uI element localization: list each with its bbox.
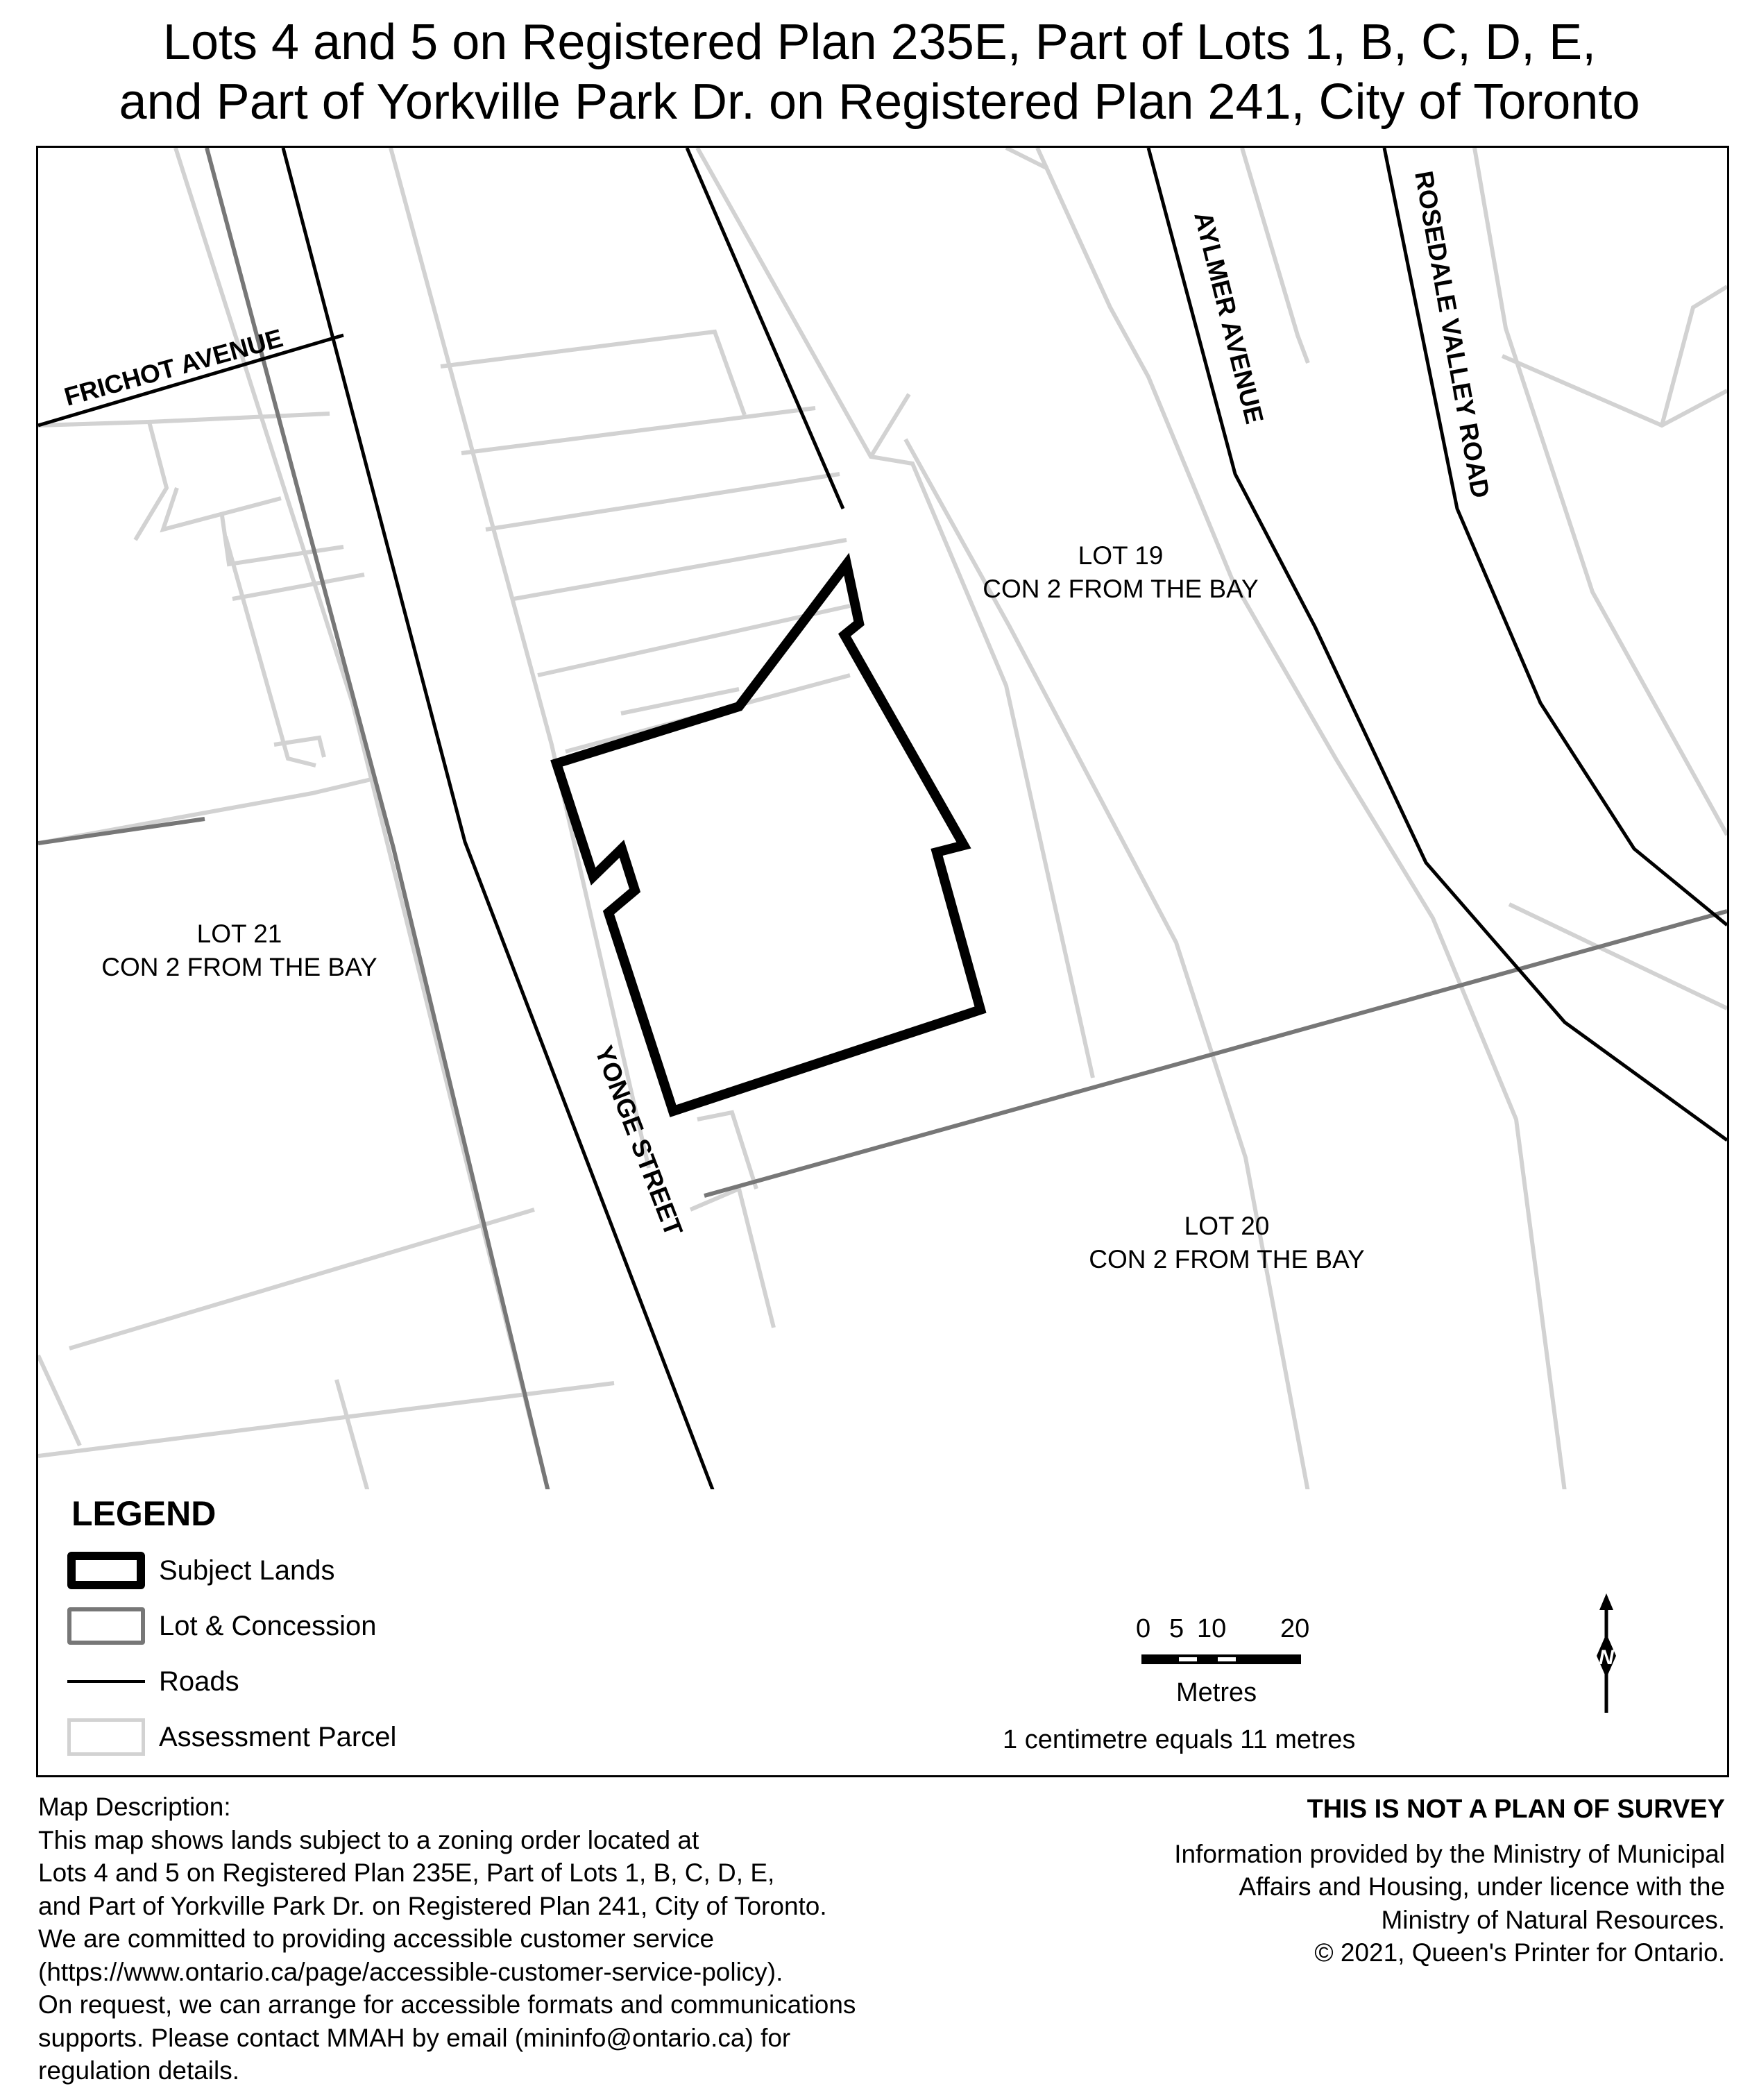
north-arrow-label: N: [1599, 1646, 1614, 1669]
north-arrow-icon: [1586, 1593, 1627, 1722]
parcel-line: [697, 1112, 756, 1189]
legend-item-assessment-parcel: [67, 1713, 396, 1761]
map-title: [0, 12, 1759, 132]
scale-tick-label: 0: [1136, 1614, 1151, 1643]
description-line: and Part of Yorkville Park Dr. on Registered Plan 241, City of Toronto.: [38, 1891, 827, 1920]
legend-label: Subject Lands: [159, 1555, 335, 1586]
roads: [38, 148, 1727, 1491]
description-line: This map shows lands subject to a zoning order located at: [38, 1825, 699, 1854]
road-line: [687, 148, 843, 509]
parcel-line: [1475, 148, 1727, 835]
parcel-line: [69, 1210, 534, 1348]
description-line: supports. Please contact MMAH by email (mininfo@ontario.ca) for: [38, 2023, 791, 2052]
legend-title: LEGEND: [71, 1494, 216, 1533]
assessment-parcel-swatch-icon: [67, 1718, 145, 1756]
scale-tick-label: 20: [1280, 1614, 1310, 1643]
description-line: Lots 4 and 5 on Registered Plan 235E, Part of Lots 1, B, C, D, E,: [38, 1858, 775, 1887]
map-title-line-1: Lots 4 and 5 on Registered Plan 235E, Part of Lots 1, B, C, D, E,: [162, 15, 1597, 70]
frichot-avenue-label: FRICHOT AVENUE: [61, 323, 287, 412]
lot-21-label: LOT 21: [196, 920, 282, 948]
parcel-line: [1242, 148, 1308, 363]
legend-label: Lot & Concession: [159, 1610, 377, 1641]
parcel-line: [461, 408, 815, 453]
map-svg: [38, 148, 1727, 1491]
lot-19-label: LOT 19: [1078, 541, 1164, 570]
not-survey-notice: THIS IS NOT A PLAN OF SURVEY: [1307, 1795, 1725, 1824]
parcel-line: [38, 422, 167, 540]
description-line: Map Description:: [38, 1793, 231, 1821]
legend-item-lot-concession: [67, 1602, 377, 1650]
scale-bar: [1121, 1614, 1329, 1711]
description-line: regulation details.: [38, 2056, 240, 2085]
legend-label: Roads: [159, 1666, 239, 1697]
attribution-line: Ministry of Natural Resources.: [1381, 1905, 1725, 1934]
map-title-line-2: and Part of Yorkville Park Dr. on Registered Plan 241, City of Toronto: [119, 74, 1640, 130]
legend-item-roads: [67, 1657, 239, 1706]
aylmer-avenue-label: AYLMER AVENUE: [1189, 209, 1269, 427]
lot-21-concession-label: CON 2 FROM THE BAY: [101, 953, 377, 981]
attribution: [1174, 1793, 1725, 1970]
parcel-line: [38, 779, 371, 843]
attribution-line: Information provided by the Ministry of Municipal: [1174, 1839, 1725, 1868]
description-line: We are committed to providing accessible customer service: [38, 1924, 715, 1953]
parcel-line: [222, 516, 343, 564]
map-canvas[interactable]: [36, 146, 1729, 1493]
parcel-line: [486, 474, 840, 530]
parcel-line: [337, 1380, 368, 1491]
scale-bar-graphic: [1121, 1649, 1329, 1670]
parcel-line: [232, 575, 364, 599]
parcel-line: [697, 148, 1093, 1078]
subject-lands-swatch-icon: [67, 1552, 145, 1589]
lot-line: [38, 819, 205, 843]
description-line: (https://www.ontario.ca/page/accessible-customer-service-policy).: [38, 1957, 783, 1986]
parcel-line: [690, 1189, 774, 1328]
rosedale-valley-road-label: ROSEDALE VALLEY ROAD: [1409, 169, 1495, 500]
map-description: [38, 1790, 1079, 2088]
parcel-line: [513, 540, 847, 599]
parcel-line: [871, 394, 909, 457]
legend-item-subject-lands: [67, 1546, 335, 1595]
scale-units: Metres: [1176, 1678, 1257, 1707]
scale-tick-label: 5: [1169, 1614, 1184, 1643]
description-line: On request, we can arrange for accessible formats and communications: [38, 1990, 856, 2019]
parcel-line: [149, 414, 330, 422]
subject-lands-boundary[interactable]: [556, 564, 980, 1111]
attribution-line: © 2021, Queen's Printer for Ontario.: [1314, 1938, 1725, 1967]
parcel-line: [226, 536, 316, 765]
parcel-line: [441, 332, 745, 415]
lot-20-label: LOT 20: [1184, 1212, 1270, 1240]
attribution-line: Affairs and Housing, under licence with the: [1239, 1872, 1725, 1901]
parcel-line: [1662, 287, 1727, 425]
roads-swatch-icon: [67, 1680, 145, 1683]
lot-concession-swatch-icon: [67, 1607, 145, 1645]
legend-label: Assessment Parcel: [159, 1721, 397, 1752]
parcel-line: [38, 1355, 80, 1446]
yonge-street-label: YONGE STREET: [589, 1042, 688, 1240]
lot-19-concession-label: CON 2 FROM THE BAY: [983, 575, 1259, 603]
parcel-line: [38, 1383, 614, 1456]
scale-tick-label: 10: [1197, 1614, 1227, 1643]
legend-panel: [36, 1489, 1729, 1777]
lot-20-concession-label: CON 2 FROM THE BAY: [1089, 1245, 1365, 1273]
scale-ratio: 1 centimetre equals 11 metres: [1003, 1725, 1356, 1754]
